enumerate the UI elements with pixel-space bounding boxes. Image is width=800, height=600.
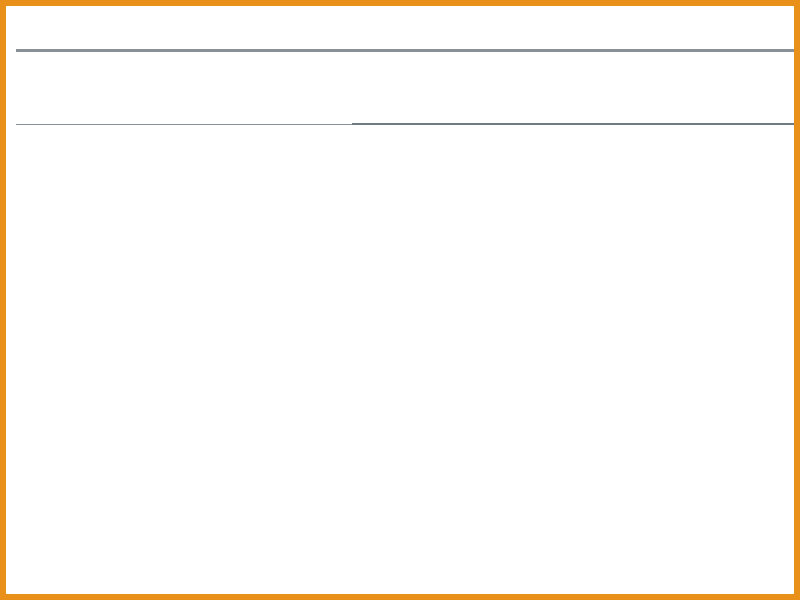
spreadsheet-frame (6, 6, 794, 594)
header-divider-strong (352, 123, 794, 125)
title-divider (16, 49, 794, 52)
